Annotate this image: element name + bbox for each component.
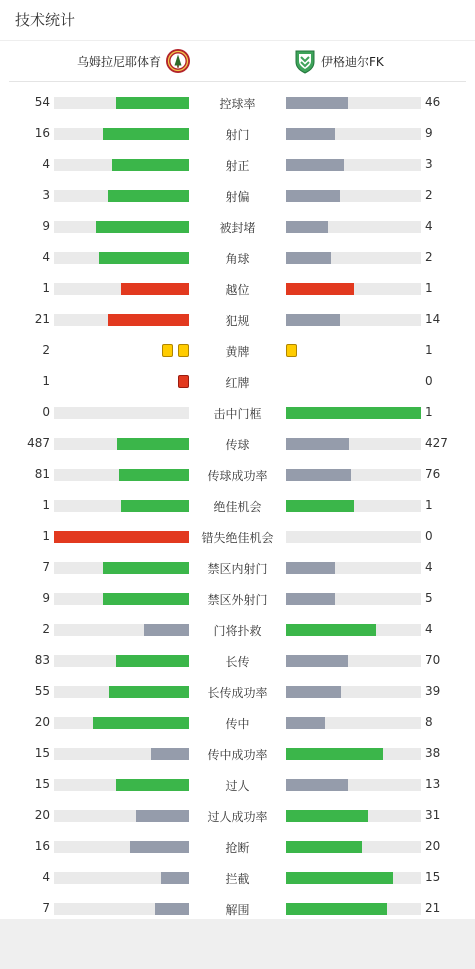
stat-row bbox=[0, 862, 475, 893]
away-value: 2 bbox=[425, 188, 433, 202]
away-bar-track bbox=[286, 159, 421, 171]
stat-label: 射偏 bbox=[225, 190, 250, 204]
yellow-card-icon bbox=[286, 344, 297, 357]
home-bar-track bbox=[54, 872, 189, 884]
stat-row bbox=[0, 490, 475, 521]
home-value: 0 bbox=[42, 405, 50, 419]
stat-row bbox=[0, 273, 475, 304]
stat-label: 拦截 bbox=[225, 872, 250, 886]
stat-row bbox=[0, 800, 475, 831]
home-bar-track bbox=[54, 810, 189, 822]
home-bar-fill bbox=[96, 221, 189, 233]
away-bar-track bbox=[286, 128, 421, 140]
home-team-logo-icon bbox=[165, 48, 191, 74]
stat-row bbox=[0, 459, 475, 490]
away-bar-track bbox=[286, 190, 421, 202]
stat-row bbox=[0, 304, 475, 335]
away-bar-fill bbox=[286, 841, 362, 853]
stat-label: 越位 bbox=[225, 283, 250, 297]
stat-label: 长传 bbox=[225, 655, 250, 669]
home-value: 2 bbox=[42, 343, 50, 357]
away-bar-fill bbox=[286, 407, 421, 419]
stat-row bbox=[0, 831, 475, 862]
home-bar-track bbox=[54, 438, 189, 450]
away-bar-fill bbox=[286, 221, 328, 233]
home-value: 9 bbox=[42, 219, 50, 233]
away-bar-fill bbox=[286, 438, 349, 450]
stat-row bbox=[0, 242, 475, 273]
home-bar-fill bbox=[117, 438, 189, 450]
home-bar-track bbox=[54, 190, 189, 202]
away-bar-track bbox=[286, 717, 421, 729]
away-bar-track bbox=[286, 283, 421, 295]
home-bar-fill bbox=[109, 686, 189, 698]
away-bar-fill bbox=[286, 159, 344, 171]
away-bar-fill bbox=[286, 500, 354, 512]
stat-row bbox=[0, 397, 475, 428]
away-bar-track bbox=[286, 221, 421, 233]
away-value: 0 bbox=[425, 374, 433, 388]
red-card-icon bbox=[178, 375, 189, 388]
away-bar-fill bbox=[286, 810, 368, 822]
stat-label: 门将扑救 bbox=[213, 624, 262, 638]
home-bar-fill bbox=[116, 97, 189, 109]
away-value: 70 bbox=[425, 653, 441, 667]
away-bar-fill bbox=[286, 190, 340, 202]
stat-row bbox=[0, 645, 475, 676]
stat-label: 过人 bbox=[225, 779, 250, 793]
stat-label: 控球率 bbox=[219, 97, 256, 111]
away-value: 1 bbox=[425, 405, 433, 419]
home-bar-track bbox=[54, 562, 189, 574]
home-bar-track bbox=[54, 221, 189, 233]
stat-label: 红牌 bbox=[225, 376, 250, 390]
away-bar-track bbox=[286, 779, 421, 791]
away-bar-fill bbox=[286, 97, 348, 109]
away-value: 427 bbox=[425, 436, 448, 450]
stat-label: 长传成功率 bbox=[207, 686, 268, 700]
away-bar-fill bbox=[286, 624, 376, 636]
stat-row bbox=[0, 614, 475, 645]
home-team-name: 乌姆拉尼耶体育 bbox=[76, 54, 161, 69]
away-bar-track bbox=[286, 748, 421, 760]
away-bar-fill bbox=[286, 469, 351, 481]
away-value: 20 bbox=[425, 839, 441, 853]
away-bar-fill bbox=[286, 717, 325, 729]
stat-row bbox=[0, 583, 475, 614]
away-bar-track bbox=[286, 438, 421, 450]
home-bar-track bbox=[54, 593, 189, 605]
stat-row bbox=[0, 87, 475, 118]
home-bar-fill bbox=[103, 593, 189, 605]
home-bar-track bbox=[54, 159, 189, 171]
away-bar-fill bbox=[286, 128, 335, 140]
away-bar-track bbox=[286, 97, 421, 109]
teams-header bbox=[9, 41, 466, 82]
away-bar-track bbox=[286, 500, 421, 512]
away-bar-fill bbox=[286, 748, 383, 760]
stat-label: 传球成功率 bbox=[207, 469, 268, 483]
home-value: 487 bbox=[27, 436, 50, 450]
away-value: 0 bbox=[425, 529, 433, 543]
stat-row bbox=[0, 769, 475, 800]
stat-row bbox=[0, 738, 475, 769]
home-value: 16 bbox=[34, 126, 50, 140]
yellow-card-icon bbox=[178, 344, 189, 357]
away-bar-fill bbox=[286, 252, 331, 264]
home-bar-track bbox=[54, 128, 189, 140]
away-team-name: 伊格迪尔FK bbox=[321, 54, 384, 69]
stat-label: 犯规 bbox=[225, 314, 250, 328]
home-bar-track bbox=[54, 252, 189, 264]
stat-label: 射门 bbox=[225, 128, 250, 142]
away-team[interactable] bbox=[292, 48, 384, 74]
away-value: 4 bbox=[425, 560, 433, 574]
stat-label: 传球 bbox=[225, 438, 250, 452]
home-value: 55 bbox=[34, 684, 50, 698]
stat-label: 抢断 bbox=[225, 841, 250, 855]
away-value: 2 bbox=[425, 250, 433, 264]
home-bar-track bbox=[54, 686, 189, 698]
home-value: 83 bbox=[34, 653, 50, 667]
home-value: 2 bbox=[42, 622, 50, 636]
away-bar-track bbox=[286, 810, 421, 822]
home-bar-fill bbox=[121, 283, 189, 295]
home-bar-fill bbox=[103, 562, 189, 574]
away-bar-fill bbox=[286, 314, 340, 326]
home-team[interactable] bbox=[77, 48, 191, 74]
away-bar-fill bbox=[286, 872, 393, 884]
home-bar-track bbox=[54, 717, 189, 729]
away-value: 1 bbox=[425, 281, 433, 295]
away-value: 76 bbox=[425, 467, 441, 481]
away-value: 1 bbox=[425, 343, 433, 357]
home-value: 7 bbox=[42, 901, 50, 915]
away-bar-track bbox=[286, 593, 421, 605]
stat-row bbox=[0, 707, 475, 738]
home-bar-track bbox=[54, 407, 189, 419]
away-bar-fill bbox=[286, 779, 348, 791]
home-bar-track bbox=[54, 500, 189, 512]
away-value: 8 bbox=[425, 715, 433, 729]
home-cards bbox=[157, 344, 189, 357]
away-bar-track bbox=[286, 686, 421, 698]
home-bar-track bbox=[54, 903, 189, 915]
stat-row bbox=[0, 180, 475, 211]
home-value: 3 bbox=[42, 188, 50, 202]
away-value: 9 bbox=[425, 126, 433, 140]
away-value: 21 bbox=[425, 901, 441, 915]
stat-label: 过人成功率 bbox=[207, 810, 268, 824]
home-bar-track bbox=[54, 283, 189, 295]
away-bar-fill bbox=[286, 283, 354, 295]
home-bar-fill bbox=[108, 314, 189, 326]
away-bar-track bbox=[286, 562, 421, 574]
home-value: 16 bbox=[34, 839, 50, 853]
away-bar-track bbox=[286, 624, 421, 636]
home-bar-fill bbox=[121, 500, 189, 512]
stat-row bbox=[0, 676, 475, 707]
away-bar-track bbox=[286, 252, 421, 264]
stat-label: 击中门框 bbox=[213, 407, 262, 421]
home-bar-track bbox=[54, 841, 189, 853]
stat-label: 禁区外射门 bbox=[207, 593, 268, 607]
home-value: 9 bbox=[42, 591, 50, 605]
stat-row bbox=[0, 149, 475, 180]
home-bar-fill bbox=[108, 190, 189, 202]
away-bar-track bbox=[286, 872, 421, 884]
home-bar-fill bbox=[116, 655, 189, 667]
home-value: 81 bbox=[34, 467, 50, 481]
away-value: 15 bbox=[425, 870, 441, 884]
home-bar-fill bbox=[99, 252, 189, 264]
home-value: 4 bbox=[42, 250, 50, 264]
home-bar-track bbox=[54, 97, 189, 109]
home-bar-fill bbox=[54, 531, 189, 543]
stat-label: 射正 bbox=[225, 159, 250, 173]
away-value: 31 bbox=[425, 808, 441, 822]
home-value: 21 bbox=[34, 312, 50, 326]
home-value: 7 bbox=[42, 560, 50, 574]
away-bar-track bbox=[286, 655, 421, 667]
home-value: 1 bbox=[42, 281, 50, 295]
away-value: 39 bbox=[425, 684, 441, 698]
home-value: 15 bbox=[34, 746, 50, 760]
home-bar-track bbox=[54, 779, 189, 791]
stat-row bbox=[0, 366, 475, 397]
page-title: 技术统计 bbox=[0, 0, 475, 41]
away-team-logo-icon bbox=[292, 48, 318, 74]
stat-row bbox=[0, 335, 475, 366]
home-value: 4 bbox=[42, 870, 50, 884]
home-value: 20 bbox=[34, 715, 50, 729]
away-bar-track bbox=[286, 841, 421, 853]
stat-label: 绝佳机会 bbox=[213, 500, 262, 514]
yellow-card-icon bbox=[162, 344, 173, 357]
away-bar-track bbox=[286, 407, 421, 419]
stat-label: 角球 bbox=[225, 252, 250, 266]
away-bar-fill bbox=[286, 562, 335, 574]
stat-label: 被封堵 bbox=[219, 221, 256, 235]
away-bar-track bbox=[286, 314, 421, 326]
stat-label: 传中成功率 bbox=[207, 748, 268, 762]
stat-row bbox=[0, 552, 475, 583]
home-bar-fill bbox=[116, 779, 189, 791]
home-bar-fill bbox=[103, 128, 189, 140]
stat-row bbox=[0, 428, 475, 459]
home-value: 15 bbox=[34, 777, 50, 791]
away-bar-fill bbox=[286, 593, 335, 605]
home-value: 1 bbox=[42, 529, 50, 543]
stat-label: 传中 bbox=[225, 717, 250, 731]
stat-label: 解围 bbox=[225, 903, 250, 917]
away-value: 38 bbox=[425, 746, 441, 760]
home-bar-fill bbox=[155, 903, 189, 915]
home-bar-track bbox=[54, 469, 189, 481]
stat-row bbox=[0, 893, 475, 924]
home-bar-fill bbox=[112, 159, 189, 171]
home-bar-fill bbox=[130, 841, 189, 853]
stat-row bbox=[0, 118, 475, 149]
home-bar-fill bbox=[136, 810, 189, 822]
away-bar-track bbox=[286, 531, 421, 543]
home-value: 1 bbox=[42, 498, 50, 512]
home-bar-fill bbox=[161, 872, 189, 884]
away-value: 4 bbox=[425, 622, 433, 636]
stat-label: 黄牌 bbox=[225, 345, 250, 359]
away-bar-fill bbox=[286, 655, 348, 667]
away-value: 13 bbox=[425, 777, 441, 791]
away-value: 46 bbox=[425, 95, 441, 109]
home-cards bbox=[173, 375, 189, 388]
home-bar-fill bbox=[144, 624, 189, 636]
away-bar-fill bbox=[286, 686, 341, 698]
home-bar-fill bbox=[151, 748, 189, 760]
stat-label: 禁区内射门 bbox=[207, 562, 268, 576]
away-value: 3 bbox=[425, 157, 433, 171]
away-bar-track bbox=[286, 469, 421, 481]
away-cards bbox=[286, 344, 302, 357]
home-value: 1 bbox=[42, 374, 50, 388]
away-bar-fill bbox=[286, 903, 387, 915]
stats-list bbox=[0, 82, 475, 924]
away-bar-track bbox=[286, 903, 421, 915]
home-bar-track bbox=[54, 748, 189, 760]
home-bar-track bbox=[54, 531, 189, 543]
home-bar-fill bbox=[93, 717, 189, 729]
away-value: 1 bbox=[425, 498, 433, 512]
home-value: 20 bbox=[34, 808, 50, 822]
home-value: 54 bbox=[34, 95, 50, 109]
away-value: 5 bbox=[425, 591, 433, 605]
stat-row bbox=[0, 211, 475, 242]
stat-label: 错失绝佳机会 bbox=[201, 531, 274, 545]
home-bar-fill bbox=[119, 469, 189, 481]
away-value: 14 bbox=[425, 312, 441, 326]
home-bar-track bbox=[54, 624, 189, 636]
home-value: 4 bbox=[42, 157, 50, 171]
stat-row bbox=[0, 521, 475, 552]
home-bar-track bbox=[54, 655, 189, 667]
away-value: 4 bbox=[425, 219, 433, 233]
home-bar-track bbox=[54, 314, 189, 326]
